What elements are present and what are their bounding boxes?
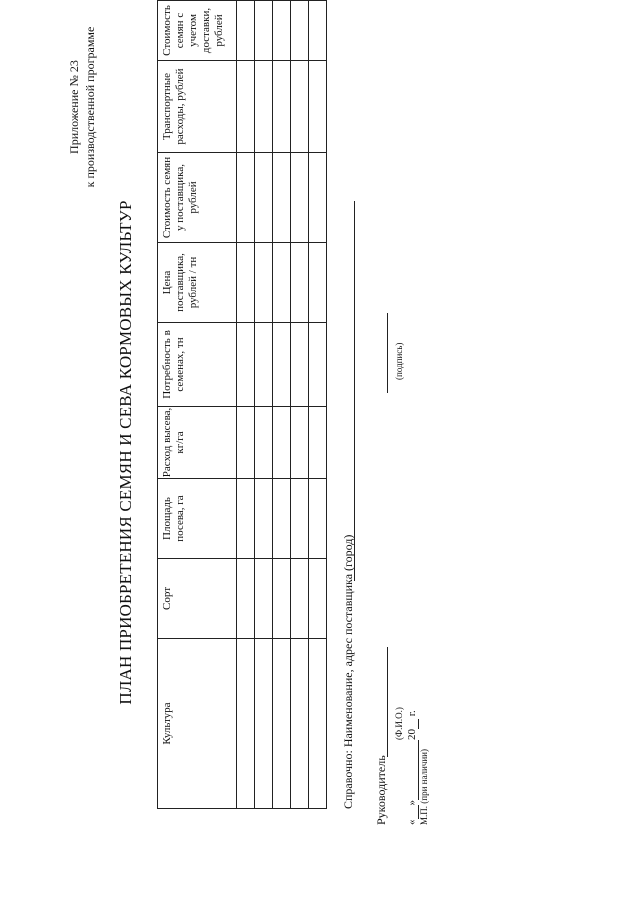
table-cell xyxy=(237,559,255,639)
table-cell xyxy=(309,153,327,243)
table-cell xyxy=(309,61,327,153)
table-cell xyxy=(291,61,309,153)
table-row xyxy=(291,1,309,809)
table-cell xyxy=(273,559,291,639)
table-cell xyxy=(255,559,273,639)
table-cell xyxy=(273,243,291,323)
column-header: Сорт xyxy=(158,559,237,639)
table-cell xyxy=(291,639,309,809)
stamp-note: М.П. (при наличии) xyxy=(419,749,429,825)
date-field xyxy=(406,710,419,825)
date-open-quote: « xyxy=(406,819,418,825)
table-cell xyxy=(291,559,309,639)
table-cell xyxy=(237,61,255,153)
table-cell xyxy=(309,559,327,639)
supplier-reference-label: Справочно: Наименование, адрес поставщика (город) xyxy=(341,534,355,809)
table-cell xyxy=(273,407,291,479)
table-cell xyxy=(273,153,291,243)
head-signature-label: Руководитель xyxy=(374,755,388,825)
column-header: Потребность в семенах, тн xyxy=(158,323,237,407)
table-row xyxy=(255,1,273,809)
table-cell xyxy=(237,323,255,407)
table-cell xyxy=(291,243,309,323)
table-row xyxy=(237,1,255,809)
fio-line xyxy=(387,647,388,757)
table-cell xyxy=(237,243,255,323)
page-title: ПЛАН ПРИОБРЕТЕНИЯ СЕМЯН И СЕВА КОРМОВЫХ КУЛЬТУР xyxy=(116,200,135,705)
date-year-suffix: г. xyxy=(406,710,418,717)
table-row xyxy=(273,1,291,809)
table-body xyxy=(237,1,327,809)
table-cell xyxy=(273,61,291,153)
table-cell xyxy=(273,479,291,559)
table-cell xyxy=(255,639,273,809)
table-cell xyxy=(255,243,273,323)
table-header-row xyxy=(158,1,237,809)
table-cell xyxy=(255,1,273,61)
appendix-number: Приложение № 23 xyxy=(67,60,81,154)
table-cell xyxy=(291,1,309,61)
column-header: Стоимость семян у поставщика, рублей xyxy=(158,153,237,243)
appendix-note xyxy=(66,7,98,207)
table-cell xyxy=(291,479,309,559)
table-cell xyxy=(237,407,255,479)
table-cell xyxy=(255,323,273,407)
supplier-reference-line xyxy=(354,201,355,581)
table-cell xyxy=(237,479,255,559)
column-header: Площадь посева, га xyxy=(158,479,237,559)
table-cell xyxy=(255,153,273,243)
table-cell xyxy=(237,639,255,809)
table-cell xyxy=(255,61,273,153)
table-cell xyxy=(273,323,291,407)
table-cell xyxy=(309,407,327,479)
table-cell xyxy=(273,1,291,61)
plan-table xyxy=(157,0,327,809)
appendix-reference: к производственной программе xyxy=(83,26,97,188)
fio-caption: (Ф.И.О.) xyxy=(394,707,404,740)
column-header: Стоимость семян с учетом доставки, рублей xyxy=(158,1,237,61)
table-cell xyxy=(309,1,327,61)
table-cell xyxy=(237,1,255,61)
table-cell xyxy=(273,639,291,809)
table-cell xyxy=(255,407,273,479)
table-cell xyxy=(309,243,327,323)
table-cell xyxy=(291,323,309,407)
signature-caption: (подпись) xyxy=(394,342,404,380)
table-cell xyxy=(309,639,327,809)
table-row xyxy=(309,1,327,809)
table-cell xyxy=(255,479,273,559)
column-header: Расход высева, кг/га xyxy=(158,407,237,479)
table-cell xyxy=(309,479,327,559)
table-cell xyxy=(291,153,309,243)
column-header: Культура xyxy=(158,639,237,809)
column-header: Цена поставщика, рублей / тн xyxy=(158,243,237,323)
date-year-prefix: 20 xyxy=(406,729,418,740)
table-cell xyxy=(237,153,255,243)
table-cell xyxy=(291,407,309,479)
table-cell xyxy=(309,323,327,407)
column-header: Транспортные расходы, рублей xyxy=(158,61,237,153)
signature-line xyxy=(387,313,388,393)
date-close-quote: » xyxy=(406,800,418,806)
